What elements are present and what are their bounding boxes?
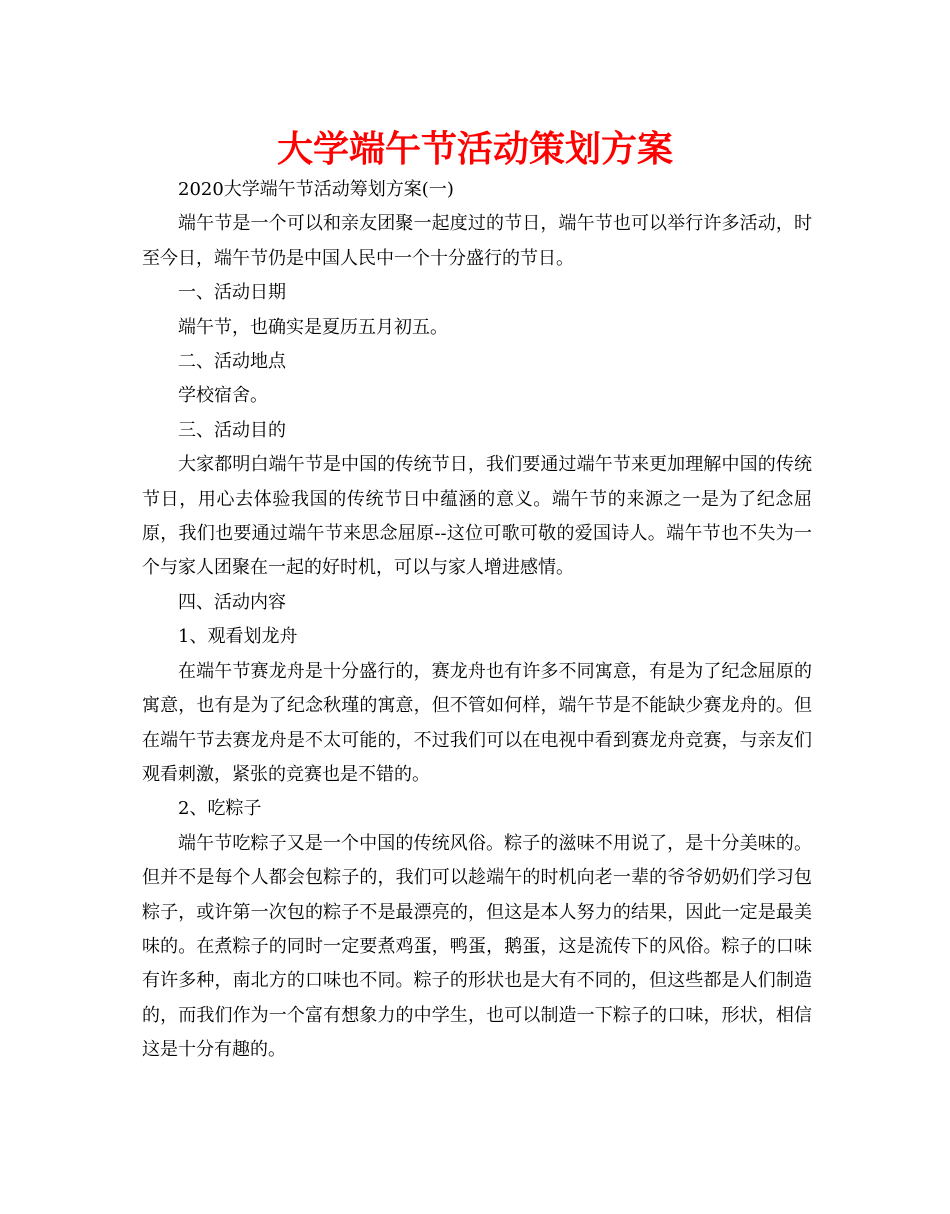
section-heading-purpose: 三、活动目的 [178,419,286,441]
dragon-boat-paragraph: 在端午节赛龙舟是十分盛行的，赛龙舟也有许多不同寓意，有是为了纪念屈原的寓意，也有是为了纪念秋瑾的寓意，但不管如何样，端午节是不能缺少赛龙舟的。但在端午节去赛龙舟是不太可能的，不过我们可以在电视中看到赛龙舟竞赛，与亲友们观看刺激，紧张的竞赛也是不错的。 [142,660,812,785]
document-title: 大学端午节活动策划方案 [276,129,673,170]
zongzi-paragraph: 端午节吃粽子又是一个中国的传统风俗。粽子的滋味不用说了，是十分美味的。但并不是每个人都会包粽子的，我们可以趁端午的时机向老一辈的爷爷奶奶们学习包粽子，或许第一次包的粽子不是最漂亮的，但这是本人努力的结果，因此一定是最美味的。在煮粽子的同时一定要煮鸡蛋，鸭蛋，鹅蛋，这是流传下的风俗。粽子的口味有许多种，南北方的口味也不同。粽子的形状也是大有不同的，但这些都是人们制造的，而我们作为一个富有想象力的中学生，也可以制造一下粽子的口味，形状，相信这是十分有趣的。 [142,832,812,1061]
purpose-paragraph: 大家都明白端午节是中国的传统节日，我们要通过端午节来更加理解中国的传统节日，用心去体验我国的传统节日中蕴涵的意义。端午节的来源之一是为了纪念屈原，我们也要通过端午节来思念屈原--这位可歌可敬的爱国诗人。端午节也不失为一个与家人团聚在一起的好时机，可以与家人增进感情。 [142,454,812,579]
subheading-dragon-boat: 1、观看划龙舟 [178,626,298,648]
date-paragraph: 端午节，也确实是夏历五月初五。 [178,316,448,338]
section-heading-date: 一、活动日期 [178,282,286,304]
subtitle-paragraph: 2020大学端午节活动筹划方案(一) [178,179,454,200]
intro-paragraph: 端午节是一个可以和亲友团聚一起度过的节日，端午节也可以举行许多活动，时至今日，端午节仍是中国人民中一个十分盛行的节日。 [142,213,812,269]
location-paragraph: 学校宿舍。 [178,385,268,407]
section-heading-content: 四、活动内容 [178,591,286,613]
section-heading-location: 二、活动地点 [178,351,286,373]
subheading-zongzi: 2、吃粽子 [178,798,262,820]
document-body [142,173,812,1068]
